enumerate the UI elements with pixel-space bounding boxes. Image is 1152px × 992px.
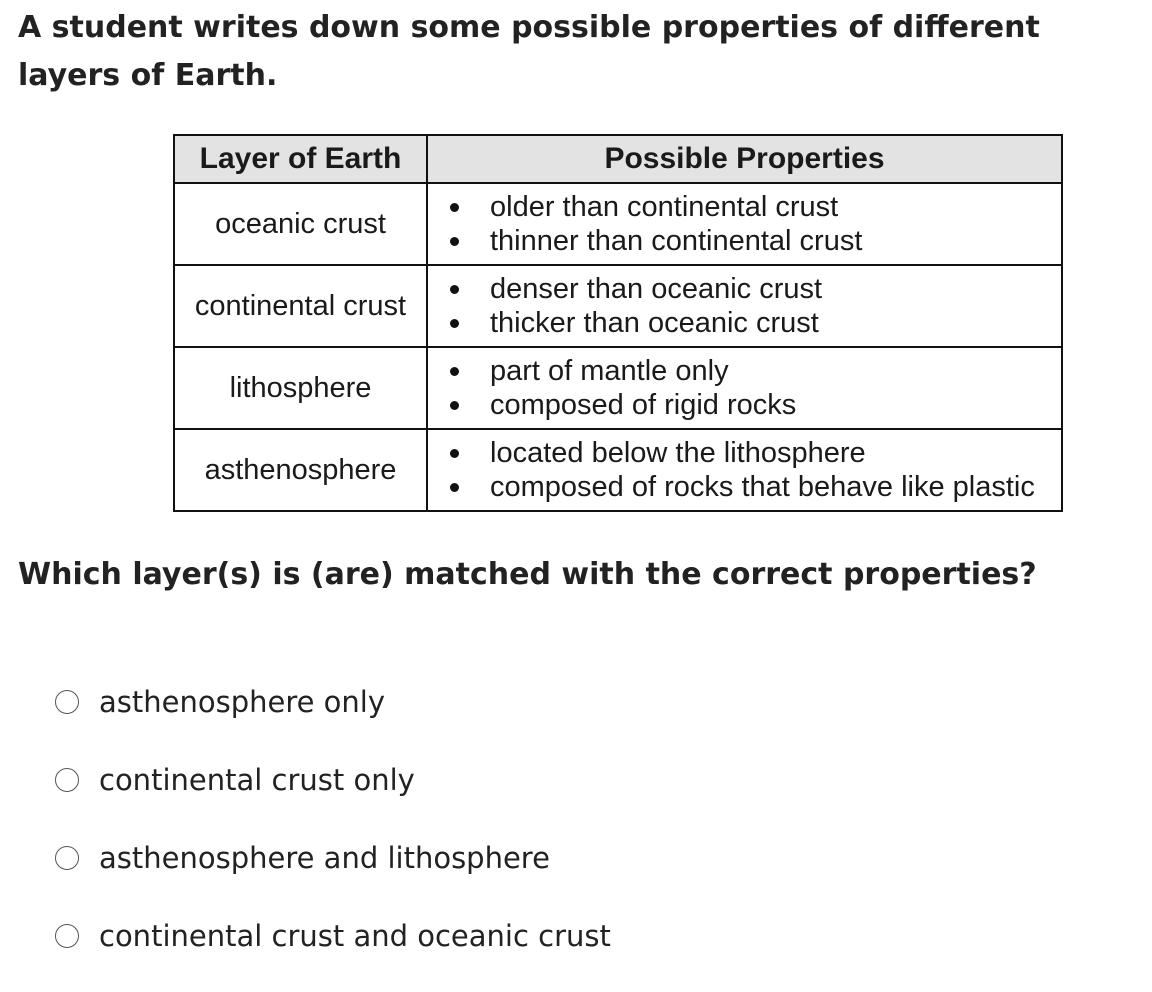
properties-cell — [427, 429, 1062, 511]
table-row — [174, 429, 1062, 511]
property-item: part of mantle only — [442, 354, 1061, 388]
property-item: thicker than oceanic crust — [442, 306, 1061, 340]
property-item: denser than oceanic crust — [442, 272, 1061, 306]
answer-option-d[interactable] — [55, 914, 611, 958]
table-header-row — [174, 135, 1062, 183]
properties-cell — [427, 265, 1062, 347]
option-label[interactable]: asthenosphere and lithosphere — [99, 841, 550, 875]
property-list — [442, 272, 1061, 340]
property-item: composed of rigid rocks — [442, 388, 1061, 422]
answer-option-a[interactable] — [55, 680, 611, 724]
radio-button-icon[interactable] — [55, 924, 79, 948]
header-possible-properties: Possible Properties — [427, 135, 1062, 183]
answer-option-c[interactable] — [55, 836, 611, 880]
property-item: located below the lithosphere — [442, 436, 1061, 470]
header-layer-of-earth: Layer of Earth — [174, 135, 427, 183]
option-label[interactable]: asthenosphere only — [99, 685, 386, 719]
layer-name: oceanic crust — [174, 183, 427, 265]
property-item: thinner than continental crust — [442, 224, 1061, 258]
radio-button-icon[interactable] — [55, 690, 79, 714]
option-label[interactable]: continental crust and oceanic crust — [99, 919, 611, 953]
properties-cell — [427, 183, 1062, 265]
question-stem: A student writes down some possible properties of different layers of Earth. — [18, 10, 1040, 93]
radio-button-icon[interactable] — [55, 846, 79, 870]
property-item: older than continental crust — [442, 190, 1061, 224]
layer-name: continental crust — [174, 265, 427, 347]
property-list — [442, 354, 1061, 422]
property-list — [442, 436, 1061, 504]
layer-name: lithosphere — [174, 347, 427, 429]
property-list — [442, 190, 1061, 258]
properties-cell — [427, 347, 1062, 429]
answer-option-b[interactable] — [55, 758, 611, 802]
option-label[interactable]: continental crust only — [99, 763, 415, 797]
radio-button-icon[interactable] — [55, 768, 79, 792]
answer-options — [55, 680, 611, 992]
table-row — [174, 265, 1062, 347]
property-item: composed of rocks that behave like plastic — [442, 470, 1061, 504]
question-prompt: Which layer(s) is (are) matched with the correct properties? — [18, 557, 1037, 592]
earth-layers-table — [173, 134, 1063, 512]
table-row — [174, 347, 1062, 429]
table-row — [174, 183, 1062, 265]
layer-name: asthenosphere — [174, 429, 427, 511]
